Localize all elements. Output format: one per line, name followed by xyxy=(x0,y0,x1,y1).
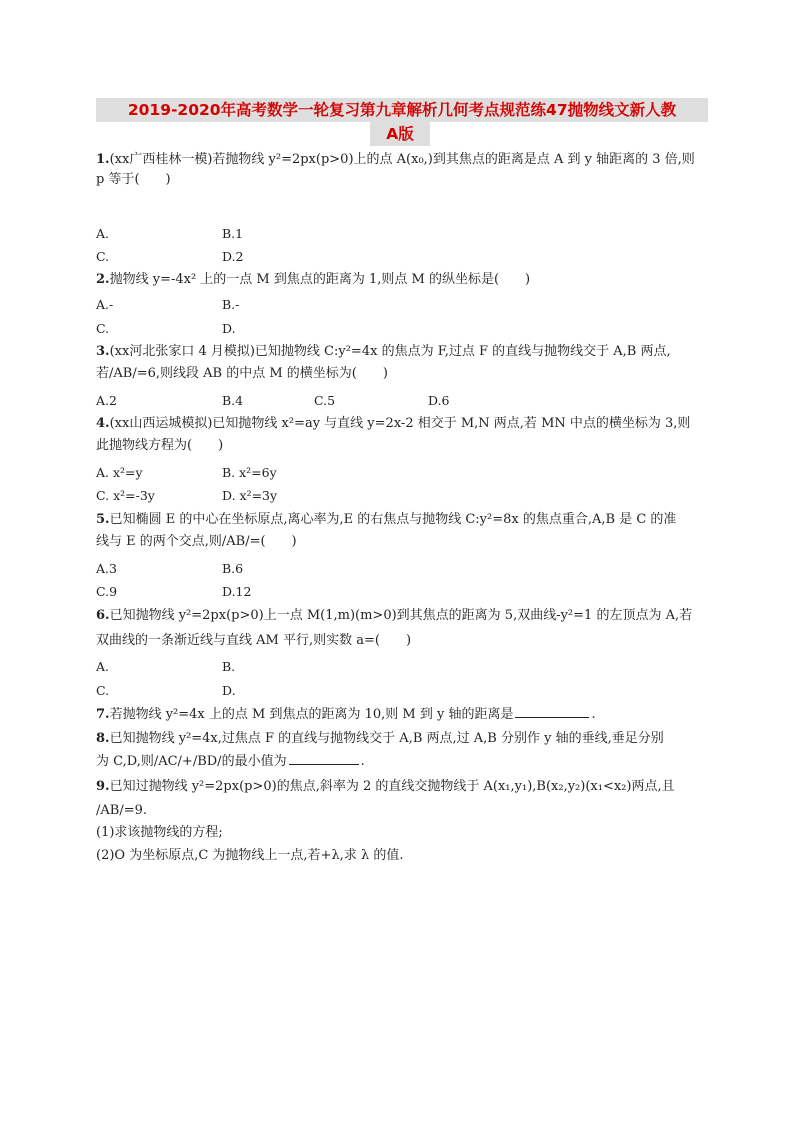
question-text: 为 C,D,则/AC/+/BD/的最小值为 xyxy=(96,754,287,769)
page-title-continued xyxy=(370,122,430,146)
question-9-line-1 xyxy=(96,777,675,797)
question-text-end: . xyxy=(360,754,365,769)
q6-option-c: C. xyxy=(96,683,110,698)
q2-option-b: B.- xyxy=(222,297,240,312)
question-3-line-1 xyxy=(96,342,671,362)
question-text: 若抛物线 y²=4x 上的点 M 到焦点的距离为 10,则 M 到 y 轴的距离是 xyxy=(109,707,514,722)
question-2-line-1 xyxy=(96,270,530,290)
answer-blank[interactable] xyxy=(289,751,359,765)
q1-option-b: B.1 xyxy=(222,226,244,241)
question-text: (1)求该抛物线的方程; xyxy=(96,825,223,840)
question-1-line-2 xyxy=(96,170,171,190)
question-7-line-1 xyxy=(96,704,596,725)
q3-option-c: C.5 xyxy=(314,393,336,408)
question-text: 已知抛物线 y²=2px(p>0)上一点 M(1,m)(m>0)到其焦点的距离为 5,双曲线-y²=1 的左顶点为 A,若 xyxy=(109,608,693,623)
question-text: 线与 E 的两个交点,则/AB/=( ) xyxy=(96,534,297,549)
q4-option-d: D. x²=3y xyxy=(222,488,278,503)
q5-option-b: B.6 xyxy=(222,561,244,576)
question-number: 9. xyxy=(96,779,110,794)
question-text: 已知过抛物线 y²=2px(p>0)的焦点,斜率为 2 的直线交抛物线于 A(x₁,y₁),B(x₂,y₂)(x₁<x₂)两点,且 xyxy=(109,779,675,794)
question-4-line-1 xyxy=(96,414,690,434)
q4-option-c: C. x²=-3y xyxy=(96,488,155,503)
question-text: 此抛物线方程为( ) xyxy=(96,438,224,453)
question-number: 3. xyxy=(96,344,110,359)
question-text: /AB/=9. xyxy=(96,803,147,818)
question-number: 7. xyxy=(96,707,110,722)
question-text: 已知椭圆 E 的中心在坐标原点,离心率为,E 的右焦点与抛物线 C:y²=8x 的焦点重合,A,B 是 C 的准 xyxy=(109,512,677,527)
question-9-part-1 xyxy=(96,823,223,843)
q3-option-a: A.2 xyxy=(96,393,117,408)
question-text: 双曲线的一条渐近线与直线 AM 平行,则实数 a=( ) xyxy=(96,633,412,648)
q5-option-a: A.3 xyxy=(96,561,117,576)
q3-option-d: D.6 xyxy=(428,393,450,408)
question-number: 4. xyxy=(96,416,110,431)
question-9-part-2 xyxy=(96,846,403,866)
q4-option-a: A. x²=y xyxy=(96,465,143,480)
q1-option-a: A. xyxy=(96,226,110,241)
title-line-1: 2019-2020年高考数学一轮复习第九章解析几何考点规范练47抛物线文新人教 xyxy=(127,101,677,119)
question-8-line-1 xyxy=(96,729,664,749)
question-text: 若/AB/=6,则线段 AB 的中点 M 的横坐标为( ) xyxy=(96,366,388,381)
q6-option-a: A. xyxy=(96,659,110,674)
q5-option-d: D.12 xyxy=(222,584,252,599)
question-number: 2. xyxy=(96,272,110,287)
question-1-line-1 xyxy=(96,150,695,170)
question-5-line-2 xyxy=(96,532,297,552)
answer-blank[interactable] xyxy=(515,704,589,718)
question-text: 抛物线 y=-4x² 上的一点 M 到焦点的距离为 1,则点 M 的纵坐标是( ) xyxy=(109,272,531,287)
question-number: 8. xyxy=(96,731,110,746)
question-text: (xx广西桂林一模)若抛物线 y²=2px(p>0)上的点 A(x₀,)到其焦点的距离是点 A 到 y 轴距离的 3 倍,则 xyxy=(109,152,695,167)
question-9-line-2 xyxy=(96,801,147,821)
q6-option-b: B. xyxy=(222,659,236,674)
q1-option-c: C. xyxy=(96,249,110,264)
q1-option-d: D.2 xyxy=(222,249,244,264)
question-text: (xx河北张家口 4 月模拟)已知抛物线 C:y²=4x 的焦点为 F,过点 F 的直线与抛物线交于 A,B 两点, xyxy=(109,344,671,359)
question-number: 1. xyxy=(96,152,110,167)
question-3-line-2 xyxy=(96,364,388,384)
q2-option-d: D. xyxy=(222,321,236,336)
question-text: p 等于( ) xyxy=(96,172,171,187)
q2-option-c: C. xyxy=(96,321,110,336)
q4-option-b: B. x²=6y xyxy=(222,465,277,480)
q2-option-a: A.- xyxy=(96,297,114,312)
title-line-2: A版 xyxy=(386,125,414,143)
question-number: 6. xyxy=(96,608,110,623)
question-text: (2)O 为坐标原点,C 为抛物线上一点,若+λ,求 λ 的值. xyxy=(96,848,404,863)
question-6-line-1 xyxy=(96,606,692,626)
question-6-line-2 xyxy=(96,631,411,651)
question-8-line-2 xyxy=(96,751,365,772)
question-text: (xx山西运城模拟)已知抛物线 x²=ay 与直线 y=2x-2 相交于 M,N 两点,若 MN 中点的横坐标为 3,则 xyxy=(109,416,691,431)
q6-option-d: D. xyxy=(222,683,236,698)
question-text: 已知抛物线 y²=4x,过焦点 F 的直线与抛物线交于 A,B 两点,过 A,B 分别作 y 轴的垂线,垂足分别 xyxy=(109,731,664,746)
page-title xyxy=(96,98,708,122)
question-5-line-1 xyxy=(96,510,676,530)
q5-option-c: C.9 xyxy=(96,584,118,599)
question-number: 5. xyxy=(96,512,110,527)
question-text-end: . xyxy=(591,707,596,722)
question-4-line-2 xyxy=(96,436,223,456)
q3-option-b: B.4 xyxy=(222,393,244,408)
